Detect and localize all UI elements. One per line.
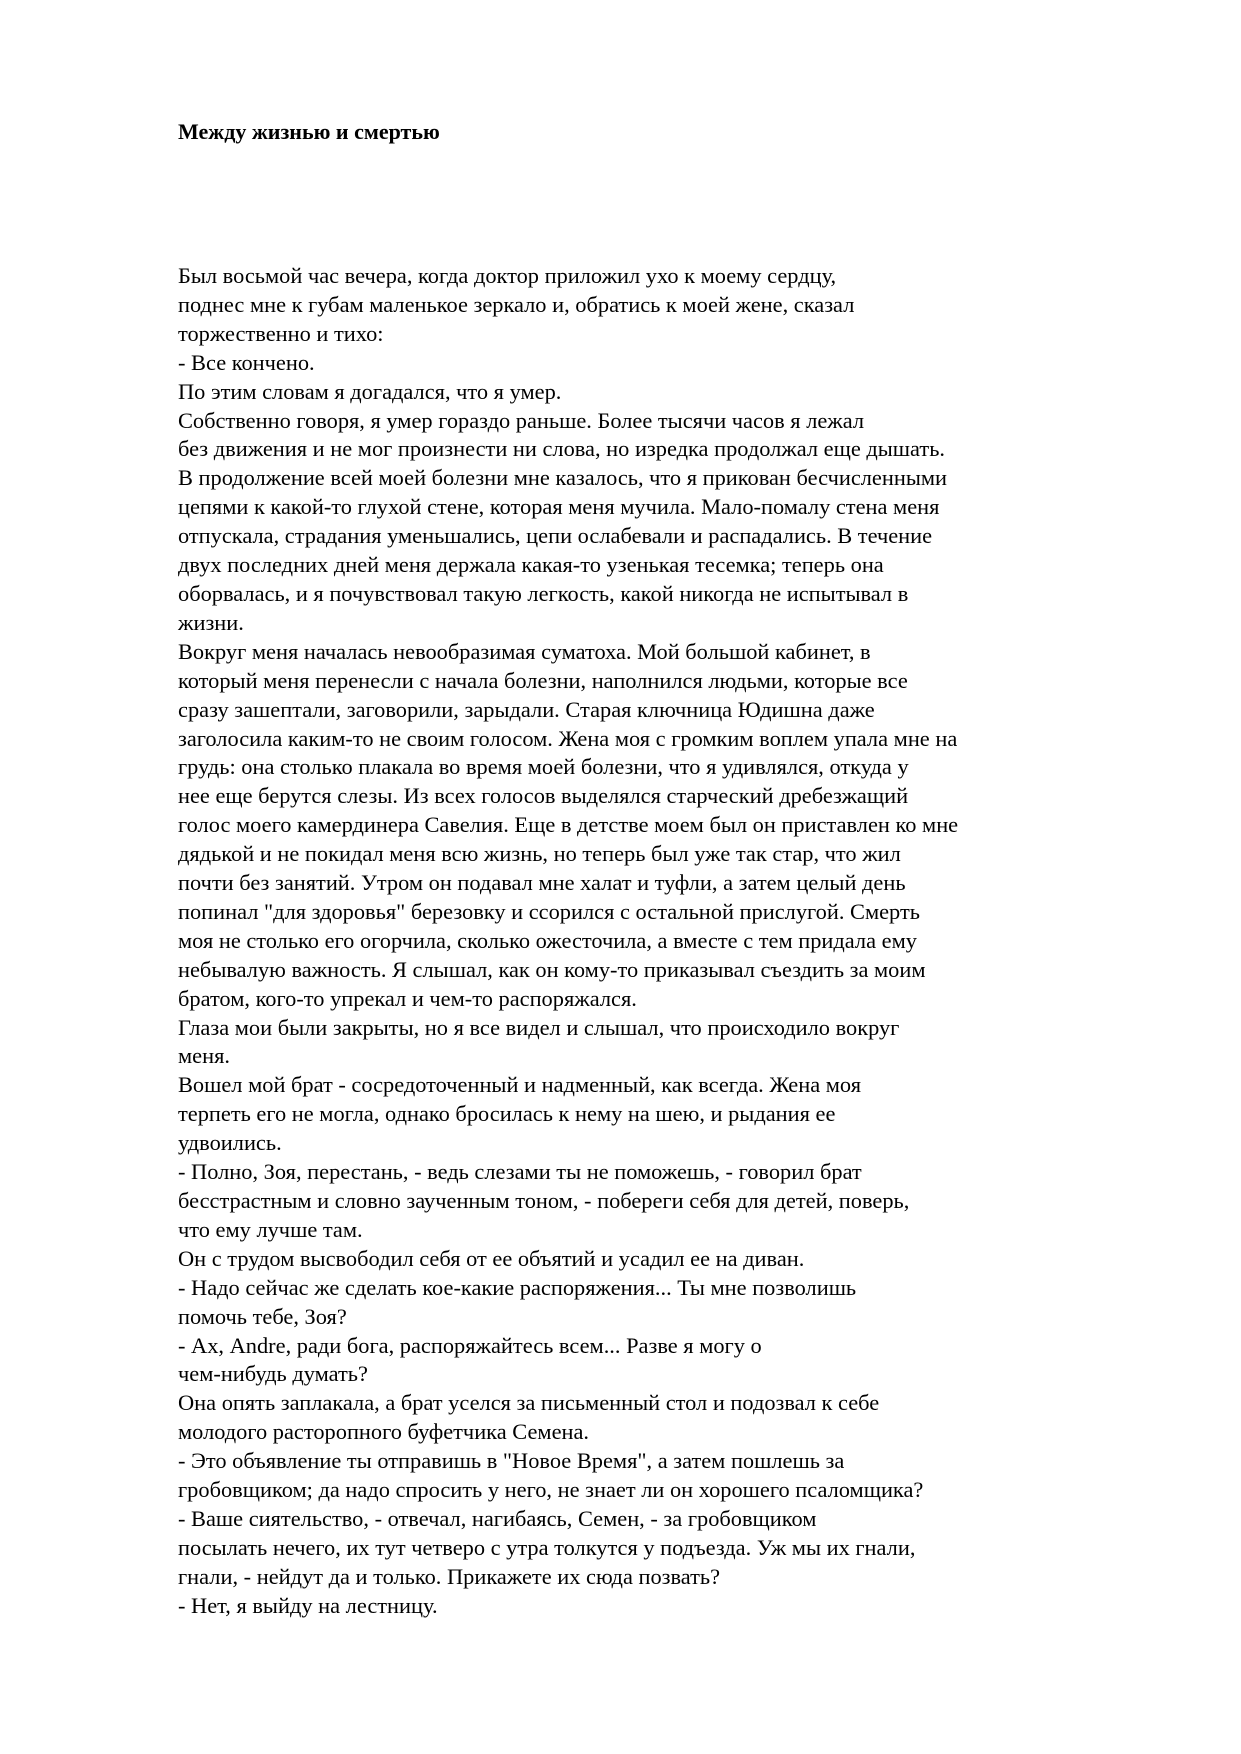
text-line: молодого расторопного буфетчика Семена. xyxy=(178,1419,590,1445)
text-line: гробовщиком; да надо спросить у него, не знает ли он хорошего псаломщика? xyxy=(178,1477,924,1503)
text-line: посылать нечего, их тут четверо с утра толкутся у подъезда. Уж мы их гнали, xyxy=(178,1534,916,1560)
text-line: - Ваше сиятельство, - отвечал, нагибаясь, Семен, - за гробовщиком xyxy=(178,1505,817,1531)
text-line: поднес мне к губам маленькое зеркало и, обратись к моей жене, сказал xyxy=(178,291,855,317)
text-line: голос моего камердинера Савелия. Еще в детстве моем был он приставлен ко мне xyxy=(178,812,959,838)
text-line: почти без занятий. Утром он подавал мне халат и туфли, а затем целый день xyxy=(178,870,906,896)
text-line: По этим словам я догадался, что я умер. xyxy=(178,378,562,404)
text-line: терпеть его не могла, однако бросилась к нему на шею, и рыдания ее xyxy=(178,1101,836,1127)
text-line: моя не столько его огорчила, сколько ожесточила, а вместе с тем придала ему xyxy=(178,927,917,953)
text-line: двух последних дней меня держала какая-то узенькая тесемка; теперь она xyxy=(178,552,884,578)
text-line: меня. xyxy=(178,1043,230,1069)
text-line: отпускала, страдания уменьшались, цепи ослабевали и распадались. В течение xyxy=(178,523,933,549)
text-line: Он с трудом высвободил себя от ее объятий и усадил ее на диван. xyxy=(178,1245,805,1271)
text-line: оборвалась, и я почувствовал такую легкость, какой никогда не испытывал в xyxy=(178,580,909,606)
text-line: удвоились. xyxy=(178,1130,282,1156)
text-line: жизни. xyxy=(178,609,244,635)
text-line: - Ах, Andre, ради бога, распоряжайтесь всем... Разве я могу о xyxy=(178,1332,762,1358)
text-line: грудь: она столько плакала во время моей болезни, что я удивлялся, откуда у xyxy=(178,754,909,780)
text-line: Вокруг меня началась невообразимая суматоха. Мой большой кабинет, в xyxy=(178,638,871,664)
text-line: без движения и не мог произнести ни слова, но изредка продолжал еще дышать. xyxy=(178,436,945,462)
text-line: торжественно и тихо: xyxy=(178,320,384,346)
text-line: дядькой и не покидал меня всю жизнь, но теперь был уже так стар, что жил xyxy=(178,841,901,867)
text-line: заголосила каким-то не своим голосом. Жена моя с громким воплем упала мне на xyxy=(178,725,958,751)
text-line: который меня перенесли с начала болезни, наполнился людьми, которые все xyxy=(178,667,908,693)
text-line: помочь тебе, Зоя? xyxy=(178,1303,347,1329)
text-line: - Надо сейчас же сделать кое-какие распоряжения... Ты мне позволишь xyxy=(178,1274,857,1300)
text-line: попинал "для здоровья" березовку и ссорился с остальной прислугой. Смерть xyxy=(178,898,920,924)
text-line: гнали, - нейдут да и только. Прикажете их сюда позвать? xyxy=(178,1563,721,1589)
text-line: братом, кого-то упрекал и чем-то распоряжался. xyxy=(178,985,637,1011)
text-line: Собственно говоря, я умер гораздо раньше. Более тысячи часов я лежал xyxy=(178,407,865,433)
text-line: - Это объявление ты отправишь в "Новое Время", а затем пошлешь за xyxy=(178,1448,845,1474)
text-line: что ему лучше там. xyxy=(178,1216,363,1242)
text-line: цепями к какой-то глухой стене, которая меня мучила. Мало-помалу стена меня xyxy=(178,494,940,520)
text-line: - Все кончено. xyxy=(178,349,315,375)
text-line: В продолжение всей моей болезни мне казалось, что я прикован бесчисленными xyxy=(178,465,948,491)
text-line: Вошел мой брат - сосредоточенный и надменный, как всегда. Жена моя xyxy=(178,1072,861,1098)
text-line: чем-нибудь думать? xyxy=(178,1361,368,1387)
text-line: нее еще берутся слезы. Из всех голосов выделялся старческий дребезжащий xyxy=(178,783,909,809)
text-line: бесстрастным и словно заученным тоном, - побереги себя для детей, поверь, xyxy=(178,1188,910,1213)
text-line: сразу зашептали, заговорили, зарыдали. Старая ключница Юдишна даже xyxy=(178,696,875,722)
text-line: - Нет, я выйду на лестницу. xyxy=(178,1592,438,1618)
text-line: небывалую важность. Я слышал, как он кому-то приказывал съездить за моим xyxy=(178,956,926,982)
text-line: Глаза мои были закрыты, но я все видел и слышал, что происходило вокруг xyxy=(178,1014,900,1040)
text-line: - Полно, Зоя, перестань, - ведь слезами ты не поможешь, - говорил брат xyxy=(178,1159,862,1185)
text-line: Она опять заплакала, а брат уселся за письменный стол и подозвал к себе xyxy=(178,1390,880,1416)
text-line: Был восьмой час вечера, когда доктор приложил ухо к моему сердцу, xyxy=(178,263,837,288)
page-title: Между жизнью и смертью xyxy=(178,119,440,144)
story-text xyxy=(178,262,1078,1621)
